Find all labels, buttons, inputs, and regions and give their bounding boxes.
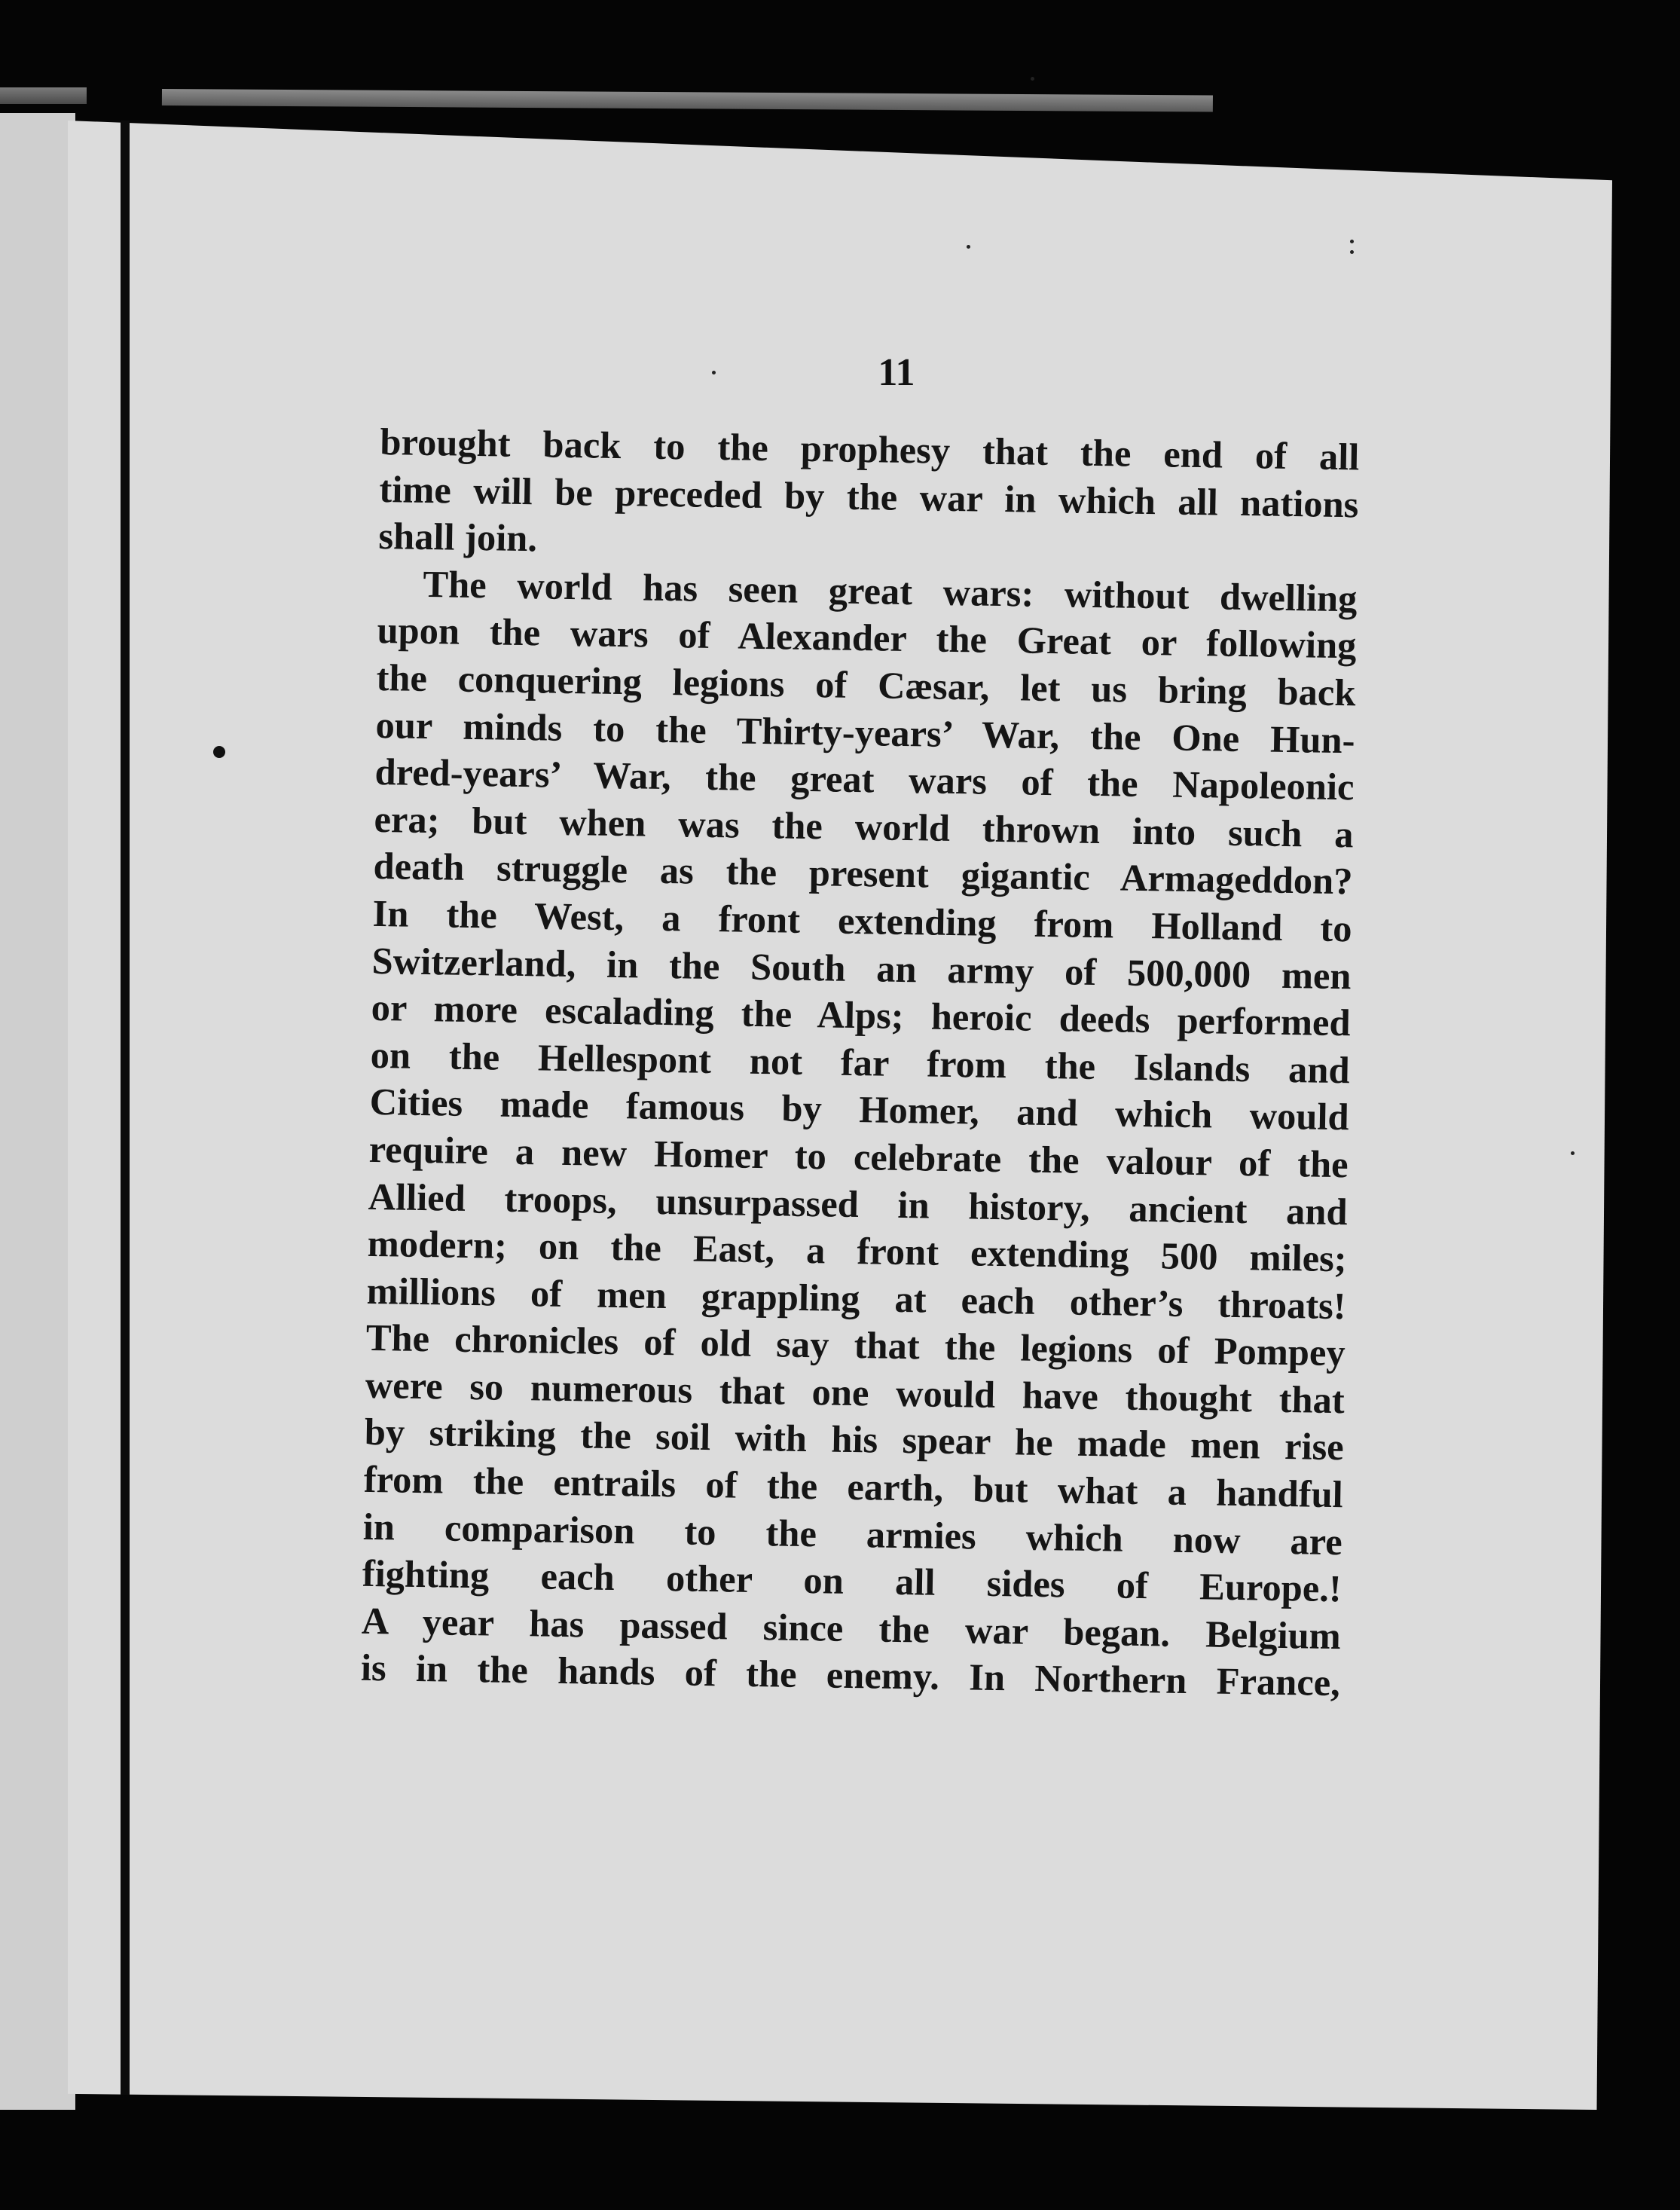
scan-speck [1350,240,1354,243]
text-line: era; but when was the world thrown into such a [374,797,1354,856]
text-line: In the West, a front extending from Holland to [372,891,1352,950]
text-line: millions of men grappling at each other’s throats! [366,1269,1347,1327]
text-line: upon the wars of Alexander the Great or following [377,609,1357,667]
page-number: 11 [878,351,915,394]
scan-speck [1571,1151,1575,1155]
text-line: shall join. [378,515,538,560]
text-line: is in the hands of the enemy. In Northern France, [360,1646,1341,1704]
text-line: The chronicles of old say that the legions of Pompey [365,1316,1346,1374]
text-line: our minds to the Thirty-years’ War, the One Hun- [375,703,1355,761]
text-line: by striking the soil with his spear he made men rise [364,1411,1345,1469]
page-gutter [121,121,130,2095]
text-line: or more escalading the Alps; heroic deeds performed [371,986,1351,1044]
text-line: in comparison to the armies which now are [362,1505,1343,1563]
text-line: require a new Homer to celebrate the valour of the [368,1127,1349,1186]
text-line: fighting each other on all sides of Europe.! [362,1552,1342,1610]
text-line: on the Hellespont not far from the Islands and [370,1033,1351,1092]
text-line: from the entrails of the earth, but what a handful [363,1457,1344,1516]
scan-speck [1031,77,1034,81]
text-line: Cities made famous by Homer, and which would [369,1081,1350,1139]
text-line: time will be preceded by the war in which all nations [379,467,1359,525]
scan-speck [967,245,970,249]
text-line: death struggle as the present gigantic Armageddon? [373,845,1353,903]
text-line: dred-years’ War, the great wars of the Napoleonic [374,750,1355,808]
text-line: modern; on the East, a front extending 500 miles; [367,1221,1348,1280]
text-line: Switzerland, in the South an army of 500,000 men [371,939,1352,997]
scan-speck [1350,250,1354,254]
margin-dot [213,746,225,758]
facing-page-edge [0,113,75,2110]
scan-speck [712,371,716,374]
text-line: brought back to the prophesy that the end of all [380,420,1360,478]
scan-edge-top [162,89,1213,112]
body-text [360,418,1359,1707]
text-line: were so numerous that one would have thought that [365,1363,1346,1422]
scan-edge-left [0,87,87,104]
text-line: A year has passed since the war began. Belgium [361,1599,1342,1658]
text-line: Allied troops, unsurpassed in history, ancient and [368,1175,1349,1233]
text-line: the conquering legions of Cæsar, let us bring back [376,656,1356,714]
text-line: The world has seen great wars: without dwelling [423,562,1358,620]
